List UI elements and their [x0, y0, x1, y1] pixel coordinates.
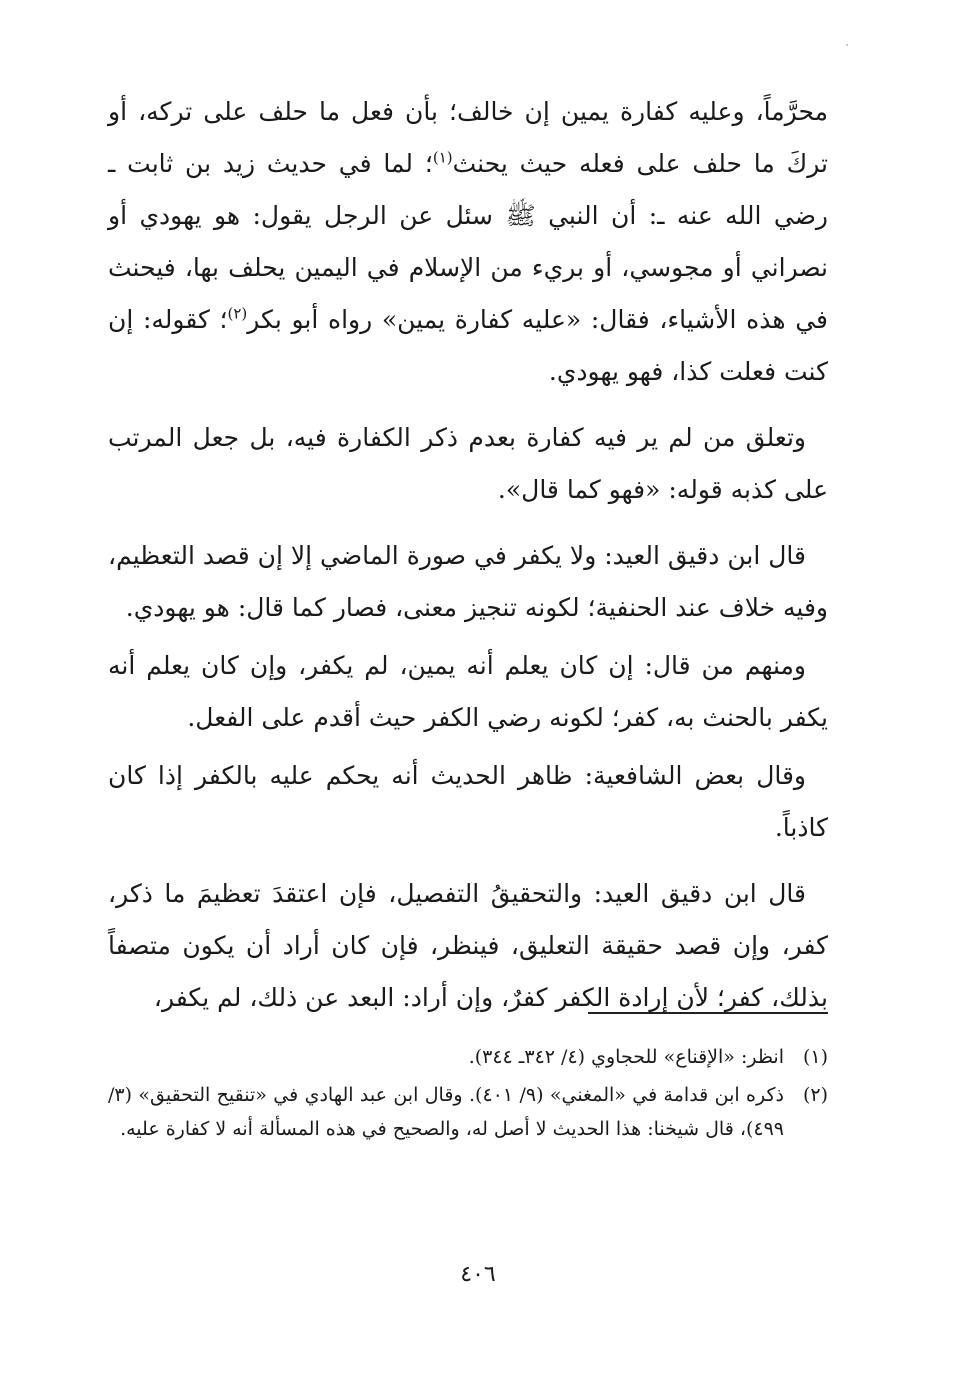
paragraph-3: قال ابن دقيق العيد: ولا يكفر في صورة الماضي إلا إن قصد التعظيم، وفيه خلاف عند الحنفية؛ لكونه تنجيز معنى، فصار كما قال: هو يهودي.	[108, 541, 828, 622]
paragraph-5: وقال بعض الشافعية: ظاهر الحديث أنه يحكم عليه بالكفر إذا كان كاذباً.	[108, 761, 828, 842]
paragraph-4: ومنهم من قال: إن كان يعلم أنه يمين، لم يكفر، وإن كان يعلم أنه يكفر بالحنث به، كفر؛ لكونه رضي الكفر حيث أقدم على الفعل.	[108, 651, 828, 732]
paragraph-2: وتعلق من لم ير فيه كفارة بعدم ذكر الكفارة فيه، بل جعل المرتب على كذبه قوله: «فهو كما قال».	[108, 423, 828, 504]
footnote-ref-2[interactable]: (٢)	[227, 304, 248, 323]
footnote-1-number: (١)	[802, 1046, 828, 1068]
paragraph-1-part-c: ؛ كقوله: إن كنت فعلت كذا، فهو يهودي.	[108, 305, 828, 386]
footnote-ref-1[interactable]: (١)	[432, 148, 453, 167]
paragraph-1-part-a: محرَّماً، وعليه كفارة يمين إن خالف؛ بأن فعل ما حلف على تركه، أو تركَ ما حلف على فعله حيث يحنث	[108, 97, 828, 178]
footnote-2-number: (٢)	[802, 1084, 828, 1106]
scan-speck	[846, 44, 848, 46]
paragraph-6: قال ابن دقيق العيد: والتحقيقُ التفصيل، فإن اعتقدَ تعظيمَ ما ذكر، كفر، وإن قصد حقيقة التعليق، فينظر، فإن كان أراد أن يكون متصفاً بذلك، كفر؛ لأن إرادة الكفر كفرٌ، وإن أراد: البعد عن ذلك، لم يكفر،	[108, 879, 828, 1012]
paragraph-1-part-b: ؛ لما في حديث زيد بن ثابت ـ رضي الله عنه ـ: أن النبي ﷺ سئل عن الرجل يقول: هو يهودي أو نصراني أو مجوسي، أو بريء من الإسلام في اليمين يحلف بها، فيحنث في هذه الأشياء، فقال: «عليه كفارة يمين» رواه أبو بكر	[108, 149, 828, 334]
footnotes	[108, 1040, 828, 1150]
main-text	[108, 86, 828, 1024]
footnote-1-text: انظر: «الإقناع» للحجاوي (٤/ ٣٤٢ـ ٣٤٤).	[468, 1046, 784, 1068]
footnote-2-text: ذكره ابن قدامة في «المغني» (٩/ ٤٠١). وقال ابن عبد الهادي في «تنقيح التحقيق» (٣/ ٤٩٩)، قال شيخنا: هذا الحديث لا أصل له، والصحيح في هذه المسألة أنه لا كفارة عليه.	[108, 1084, 784, 1140]
paragraph-1	[108, 86, 828, 398]
footnote-2	[108, 1078, 828, 1146]
footnote-1	[108, 1040, 828, 1074]
page-number: ٤٠٦	[460, 1262, 496, 1287]
footnote-divider	[588, 1012, 828, 1014]
